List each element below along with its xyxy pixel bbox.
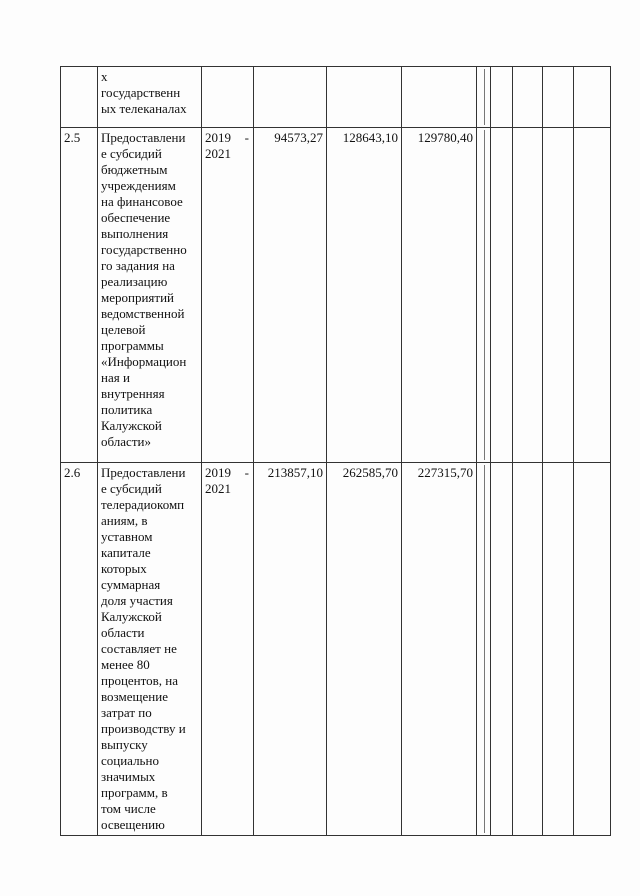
empty-cell bbox=[543, 128, 574, 463]
empty-cell bbox=[574, 463, 611, 836]
measure-name: х государственн ых телеканалах bbox=[98, 67, 202, 128]
empty-cell bbox=[491, 128, 513, 463]
empty-cell bbox=[513, 463, 543, 836]
period-cell bbox=[202, 128, 254, 463]
measure-name: Предоставлени е субсидий бюджетным учреждениям на финансовое обеспечение выполнения государственно го задания на реализацию мероприятий ведомственной целевой программы «Информацион ная и внутренняя политика Калужской области» bbox=[98, 128, 202, 463]
period-dash: - bbox=[244, 465, 249, 480]
empty-cell bbox=[491, 67, 513, 128]
value-2020: 262585,70 bbox=[327, 463, 402, 836]
measure-name: Предоставлени е субсидий телерадиокомп аниям, в уставном капитале которых суммарная доля участия Калужской области составляет не менее 80 процентов, на возмещение затрат по производству и выпуску социально значимых программ, в том числе освещению bbox=[98, 463, 202, 836]
empty-cell bbox=[491, 463, 513, 836]
empty-cell bbox=[574, 128, 611, 463]
table-row bbox=[61, 67, 611, 128]
value-2021 bbox=[402, 67, 477, 128]
period-cell bbox=[202, 67, 254, 128]
empty-cell bbox=[477, 463, 491, 836]
program-table bbox=[60, 66, 611, 836]
period-cell bbox=[202, 463, 254, 836]
table-row bbox=[61, 463, 611, 836]
row-number: 2.6 bbox=[61, 463, 98, 836]
period-years: 2019 2021 bbox=[205, 130, 231, 161]
value-2019 bbox=[254, 67, 327, 128]
value-2019: 94573,27 bbox=[254, 128, 327, 463]
empty-cell bbox=[513, 128, 543, 463]
table-row bbox=[61, 128, 611, 463]
value-2021: 227315,70 bbox=[402, 463, 477, 836]
period-years: 2019 2021 bbox=[205, 465, 231, 496]
empty-cell bbox=[513, 67, 543, 128]
row-number: 2.5 bbox=[61, 128, 98, 463]
value-2020: 128643,10 bbox=[327, 128, 402, 463]
empty-cell bbox=[477, 67, 491, 128]
period-dash: - bbox=[244, 130, 249, 145]
empty-cell bbox=[574, 67, 611, 128]
empty-cell bbox=[543, 463, 574, 836]
empty-cell bbox=[543, 67, 574, 128]
empty-cell bbox=[477, 128, 491, 463]
row-number bbox=[61, 67, 98, 128]
value-2020 bbox=[327, 67, 402, 128]
value-2019: 213857,10 bbox=[254, 463, 327, 836]
value-2021: 129780,40 bbox=[402, 128, 477, 463]
